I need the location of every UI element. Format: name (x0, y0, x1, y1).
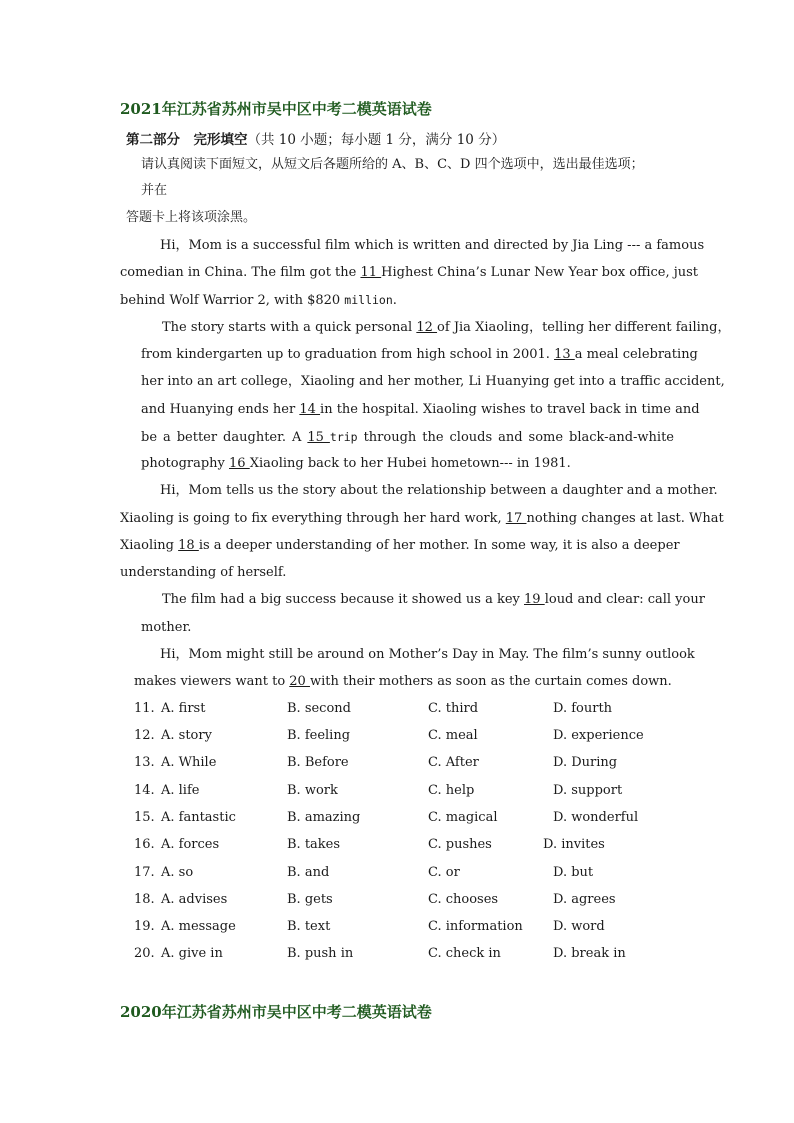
passage-p3-line-3: Xiaoling 18 is a deeper understanding of her mother. In some way, it is also a deeper (120, 538, 680, 553)
instruction-line-2: 并在 (141, 183, 168, 198)
option-c[interactable]: C. magical (428, 810, 498, 825)
passage-p2-line-4: and Huanying ends her 14 in the hospital. Xiaoling wishes to travel back in time and (141, 402, 700, 417)
passage-p3-line-1: Hi，Mom tells us the story about the relationship between a daughter and a mother. (160, 483, 718, 498)
passage-p4-line-2: mother. (141, 620, 192, 635)
option-d[interactable]: D. but (553, 865, 594, 880)
option-c[interactable]: C. third (428, 701, 479, 716)
passage-p1-line-2: comedian in China. The film got the 11 Highest China’s Lunar New Year box office, just (120, 265, 699, 280)
question-number: 14. (134, 783, 155, 798)
passage-p4-line-1: The film had a big success because it showed us a key 19 loud and clear: call your (162, 592, 705, 607)
option-b[interactable]: B. takes (287, 837, 341, 852)
option-b[interactable]: B. amazing (287, 810, 361, 825)
exam-title-2020: 2020年江苏省苏州市吴中区中考二模英语试卷 (120, 1003, 432, 1021)
option-row-15 (134, 810, 694, 828)
option-b[interactable]: B. Before (287, 755, 349, 770)
option-row-11 (134, 701, 694, 719)
option-d[interactable]: D. word (553, 919, 605, 934)
passage-p5-line-1: Hi，Mom might still be around on Mother’s Day in May. The film’s sunny outlook (160, 647, 695, 662)
option-a[interactable]: A. life (161, 783, 200, 798)
option-a[interactable]: A. advises (161, 892, 228, 907)
question-number: 18. (134, 892, 155, 907)
option-c[interactable]: C. help (428, 783, 475, 798)
option-row-18 (134, 892, 694, 910)
option-c[interactable]: C. or (428, 865, 460, 880)
option-a[interactable]: A. story (161, 728, 212, 743)
option-a[interactable]: A. forces (161, 837, 220, 852)
question-number: 20. (134, 946, 155, 961)
option-b[interactable]: B. and (287, 865, 330, 880)
passage-p3-line-2: Xiaoling is going to fix everything through her hard work, 17 nothing changes at last. What (120, 511, 724, 526)
question-number: 13. (134, 755, 155, 770)
option-c[interactable]: C. meal (428, 728, 478, 743)
passage-p2-line-1: The story starts with a quick personal 12 of Jia Xiaoling，telling her different failing， (162, 320, 731, 335)
option-b[interactable]: B. gets (287, 892, 333, 907)
option-d[interactable]: D. wonderful (553, 810, 639, 825)
passage-p2-line-5: be a better daughter. A 15 trip through the clouds and some black-and-white (141, 430, 674, 445)
option-d[interactable]: D. invites (543, 837, 605, 852)
option-d[interactable]: D. agrees (553, 892, 616, 907)
passage-p1-line-3: behind Wolf Warrior 2, with $820 million. (120, 293, 397, 308)
option-d[interactable]: D. During (553, 755, 618, 770)
passage-p2-line-3: her into an art college，Xiaoling and her mother, Li Huanying get into a traffic accident, (141, 374, 725, 389)
blank-18: 18 (178, 538, 199, 553)
option-row-17 (134, 865, 694, 883)
blank-13: 13 (554, 347, 575, 362)
option-c[interactable]: C. After (428, 755, 479, 770)
option-row-12 (134, 728, 694, 746)
option-a[interactable]: A. fantastic (161, 810, 236, 825)
question-number: 15. (134, 810, 155, 825)
question-number: 11. (134, 701, 155, 716)
option-d[interactable]: D. support (553, 783, 623, 798)
section-name: 第二部分 完形填空 (126, 132, 248, 148)
blank-19: 19 (524, 592, 545, 607)
option-a[interactable]: A. message (161, 919, 236, 934)
blank-11: 11 (360, 265, 382, 280)
blank-15: 15 (307, 430, 330, 445)
option-b[interactable]: B. feeling (287, 728, 351, 743)
instruction-line-3: 答题卡上将该项涂黑。 (126, 210, 257, 225)
option-a[interactable]: A. give in (161, 946, 223, 961)
section-heading (126, 128, 505, 148)
exam-title-2021: 2021年江苏省苏州市吴中区中考二模英语试卷 (120, 100, 432, 118)
option-d[interactable]: D. break in (553, 946, 626, 961)
option-row-13 (134, 755, 694, 773)
question-number: 17. (134, 865, 155, 880)
option-b[interactable]: B. push in (287, 946, 354, 961)
question-number: 16. (134, 837, 155, 852)
question-number: 19. (134, 919, 155, 934)
blank-20: 20 (289, 674, 310, 689)
blank-16: 16 (229, 456, 250, 471)
option-a[interactable]: A. While (161, 755, 217, 770)
section-note: （共 10 小题；每小题 1 分，满分 10 分） (247, 132, 506, 148)
option-a[interactable]: A. first (161, 701, 206, 716)
blank-17: 17 (505, 511, 527, 526)
option-b[interactable]: B. work (287, 783, 338, 798)
instruction-line-1: 请认真阅读下面短文，从短文后各题所给的 A、B、C、D 四个选项中，选出最佳选项； (141, 157, 644, 172)
option-row-16 (134, 837, 694, 855)
passage-p2-line-2: from kindergarten up to graduation from high school in 2001. 13 a meal celebrating (141, 347, 698, 362)
option-row-14 (134, 783, 694, 801)
option-c[interactable]: C. check in (428, 946, 501, 961)
option-row-20 (134, 946, 694, 964)
option-c[interactable]: C. information (428, 919, 523, 934)
option-b[interactable]: B. second (287, 701, 351, 716)
option-a[interactable]: A. so (161, 865, 194, 880)
passage-p3-line-4: understanding of herself. (120, 565, 287, 580)
question-number: 12. (134, 728, 155, 743)
passage-p1-line-1: Hi，Mom is a successful film which is written and directed by Jia Ling --- a famous (160, 238, 705, 253)
passage-p2-line-6: photography 16 Xiaoling back to her Hubei hometown--- in 1981. (141, 456, 571, 471)
option-d[interactable]: D. experience (553, 728, 644, 743)
option-d[interactable]: D. fourth (553, 701, 613, 716)
option-b[interactable]: B. text (287, 919, 331, 934)
passage-p5-line-2: makes viewers want to 20 with their mothers as soon as the curtain comes down. (134, 674, 672, 689)
option-row-19 (134, 919, 694, 937)
blank-12: 12 (416, 320, 438, 335)
option-c[interactable]: C. chooses (428, 892, 499, 907)
option-c[interactable]: C. pushes (428, 837, 492, 852)
blank-14: 14 (299, 402, 321, 417)
